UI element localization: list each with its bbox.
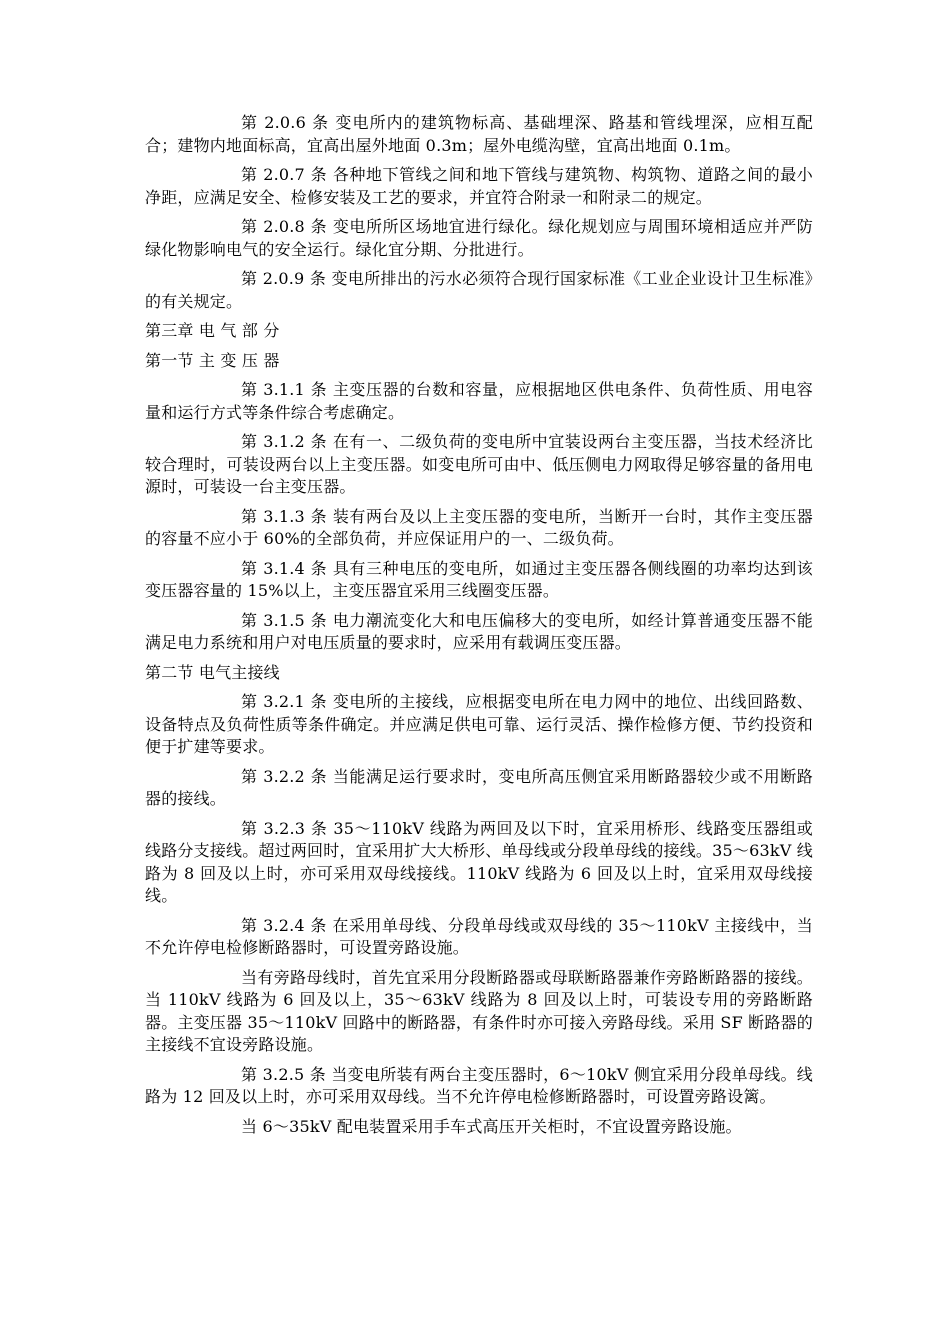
clause-3-1-5: 第 3.1.5 条 电力潮流变化大和电压偏移大的变电所，如经计算普通变压器不能满足电力系统和用户对电压质量的要求时，应采用有载调压变压器。 (145, 610, 813, 652)
clause-2-0-6: 第 2.0.6 条 变电所内的建筑物标高、基础埋深、路基和管线埋深，应相互配合；建物内地面标高，宜高出屋外地面 0.3m；屋外电缆沟壁，宜高出地面 0.1m。 (145, 113, 813, 155)
clause-2-0-9: 第 2.0.9 条 变电所排出的污水必须符合现行国家标准《工业企业设计卫生标准》的有关规定。 (145, 269, 813, 311)
section-heading-2: 第二节 电气主接线 (145, 662, 280, 682)
section-heading-1: 第一节 主 变 压 器 (145, 350, 280, 370)
clause-3-2-3: 第 3.2.3 条 35～110kV 线路为两回及以下时，宜采用桥形、线路变压器组或线路分支接线。超过两回时，宜采用扩大大桥形、单母线或分段单母线的接线。35～63kV 线路为 8 回及以上时，亦可采用双母线接线。110kV 线路为 6 回及以上时，宜采用双母线接线。 (145, 818, 813, 905)
clause-3-1-4: 第 3.1.4 条 具有三种电压的变电所，如通过主变压器各侧线圈的功率均达到该变压器容量的 15%以上，主变压器宜采用三线圈变压器。 (145, 558, 813, 600)
clause-3-2-4: 第 3.2.4 条 在采用单母线、分段单母线或双母线的 35～110kV 主接线中，当不允许停电检修断路器时，可设置旁路设施。 (145, 915, 813, 957)
clause-3-1-2: 第 3.1.2 条 在有一、二级负荷的变电所中宜装设两台主变压器，当技术经济比较合理时，可装设两台以上主变压器。如变电所可由中、低压侧电力网取得足够容量的备用电源时，可装设一台主变压器。 (145, 432, 813, 496)
clause-3-2-1: 第 3.2.1 条 变电所的主接线，应根据变电所在电力网中的地位、出线回路数、设备特点及负荷性质等条件确定。并应满足供电可靠、运行灵活、操作检修方便、节约投资和便于扩建等要求。 (145, 692, 813, 756)
clause-3-1-1: 第 3.1.1 条 主变压器的台数和容量，应根据地区供电条件、负荷性质、用电容量和运行方式等条件综合考虑确定。 (145, 380, 813, 422)
clause-3-2-4-continuation: 当有旁路母线时，首先宜采用分段断路器或母联断路器兼作旁路断路器的接线。当 110kV 线路为 6 回及以上，35～63kV 线路为 8 回及以上时，可装设专用的旁路断路器。主变压器 35～110kV 回路中的断路器，有条件时亦可接入旁路母线。采用 SF 断路器的主接线不宜设旁路设施。 (145, 967, 813, 1054)
clause-3-2-5: 第 3.2.5 条 当变电所装有两台主变压器时，6～10kV 侧宜采用分段单母线。线路为 12 回及以上时，亦可采用双母线。当不允许停电检修断路器时，可设置旁路设篱。 (145, 1064, 813, 1106)
clause-3-1-3: 第 3.1.3 条 装有两台及以上主变压器的变电所，当断开一台时，其作主变压器的容量不应小于 60%的全部负荷，并应保证用户的一、二级负荷。 (145, 506, 813, 548)
clause-3-2-5-continuation: 当 6～35kV 配电装置采用手车式高压开关柜时，不宜设置旁路设施。 (241, 1116, 742, 1136)
clause-2-0-7: 第 2.0.7 条 各种地下管线之间和地下管线与建筑物、构筑物、道路之间的最小净距，应满足安全、检修安装及工艺的要求，并宜符合附录一和附录二的规定。 (145, 165, 813, 207)
document-page (145, 112, 813, 1145)
chapter-heading: 第三章 电 气 部 分 (145, 321, 280, 340)
clause-3-2-2: 第 3.2.2 条 当能满足运行要求时，变电所高压侧宜采用断路器较少或不用断路器的接线。 (145, 766, 813, 808)
clause-2-0-8: 第 2.0.8 条 变电所所区场地宜进行绿化。绿化规划应与周围环境相适应并严防绿化物影响电气的安全运行。绿化宜分期、分批进行。 (145, 217, 813, 259)
